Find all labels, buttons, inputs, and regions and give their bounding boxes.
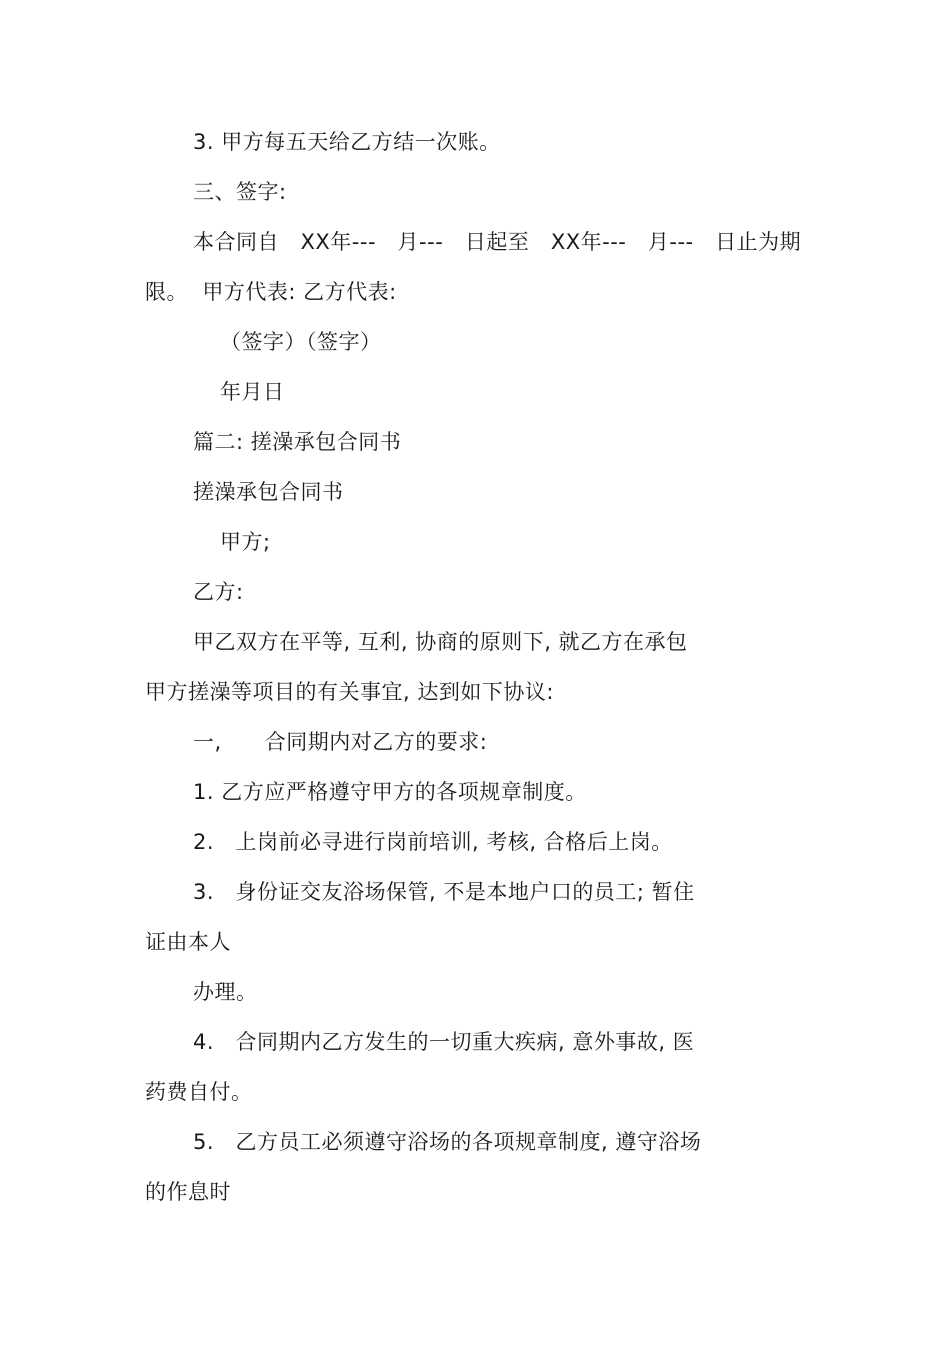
party-b-label: 乙方: xyxy=(193,580,244,604)
requirement-3-line-3: 办理。 xyxy=(193,980,258,1004)
requirement-5-line-2: 的作息时 xyxy=(145,1180,231,1204)
preamble-line-2: 甲方搓澡等项目的有关事宜, 达到如下协议: xyxy=(145,680,554,704)
requirement-4-line-2: 药费自付。 xyxy=(145,1080,253,1104)
section-1-heading: 一, 合同期内对乙方的要求: xyxy=(193,730,488,754)
requirement-3-line-2: 证由本人 xyxy=(145,930,231,954)
requirement-5-line-1: 5. 乙方员工必须遵守浴场的各项规章制度, 遵守浴场 xyxy=(193,1130,702,1154)
contract-title: 搓澡承包合同书 xyxy=(193,480,344,504)
party-a-label: 甲方; xyxy=(220,530,271,554)
date-placeholder: 年月日 xyxy=(220,380,285,404)
preamble-line-1: 甲乙双方在平等, 互利, 协商的原则下, 就乙方在承包 xyxy=(193,630,688,654)
article-2-heading: 篇二: 搓澡承包合同书 xyxy=(193,430,402,454)
requirement-2: 2. 上岗前必寻进行岗前培训, 考核, 合格后上岗。 xyxy=(193,830,673,854)
requirement-4-line-1: 4. 合同期内乙方发生的一切重大疾病, 意外事故, 医 xyxy=(193,1030,695,1054)
contract-period-line-1: 本合同自 XX年--- 月--- 日起至 XX年--- 月--- 日止为期 xyxy=(193,230,802,254)
section-3-signature-heading: 三、签字: xyxy=(193,180,287,204)
contract-period-line-2: 限。 甲方代表: 乙方代表: xyxy=(145,280,397,304)
requirement-1: 1. 乙方应严格遵守甲方的各项规章制度。 xyxy=(193,780,587,804)
clause-3-settlement: 3. 甲方每五天给乙方结一次账。 xyxy=(193,130,501,154)
signature-placeholders: （签字）（签字） xyxy=(220,330,382,354)
requirement-3-line-1: 3. 身份证交友浴场保管, 不是本地户口的员工; 暂住 xyxy=(193,880,695,904)
